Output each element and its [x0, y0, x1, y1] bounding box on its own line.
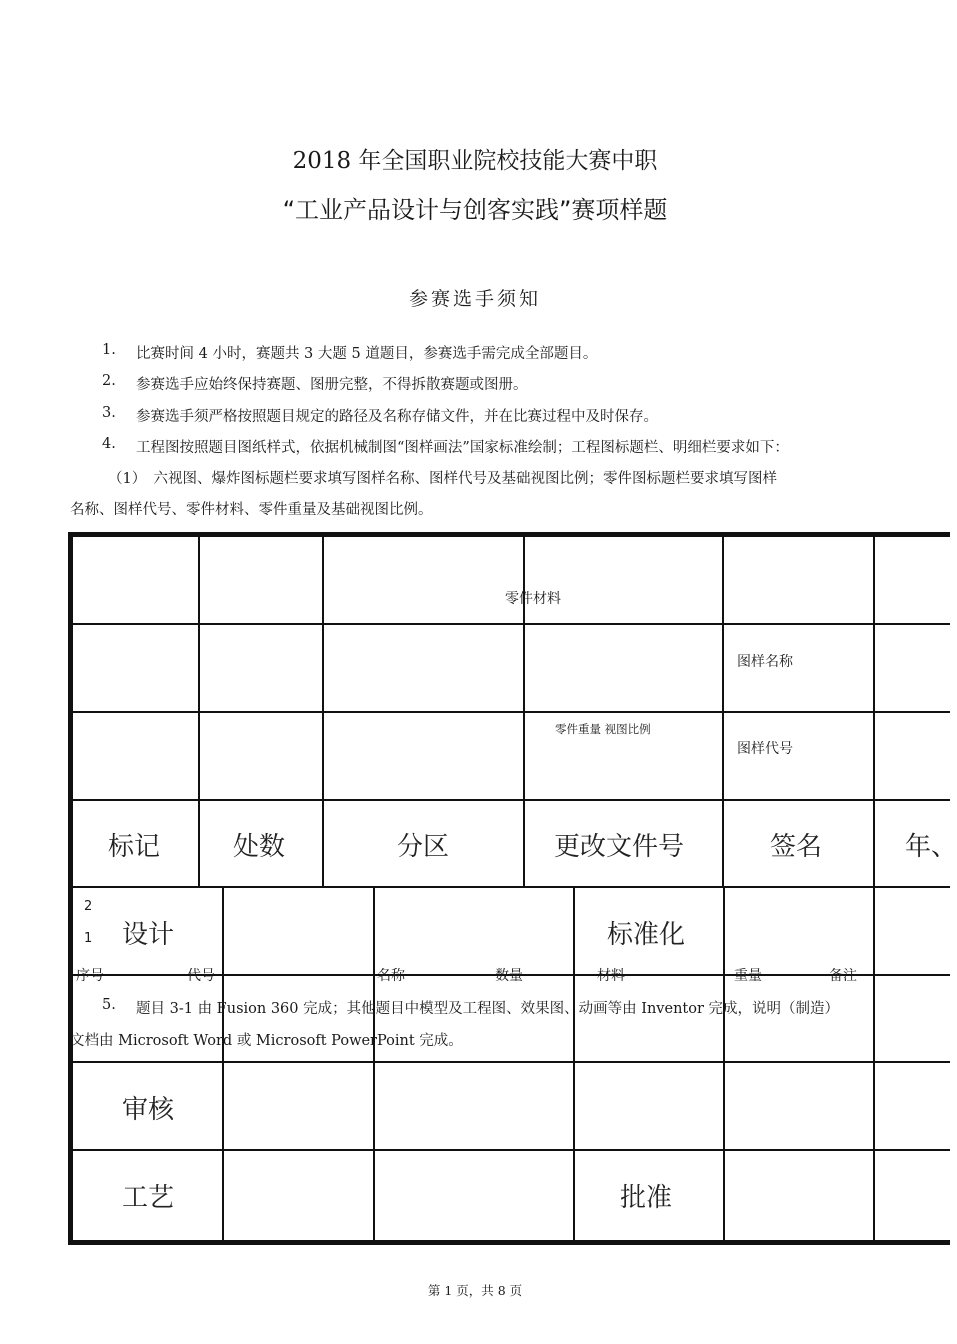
- notice-item-5-line2: 文档由 Microsoft Word 或 Microsoft PowerPoint 完成。: [70, 1033, 463, 1049]
- parts-header-qty: 数量: [495, 968, 523, 984]
- header-signature: 签名: [770, 832, 823, 862]
- sub-item-line2: 名称、图样代号、零件材料、零件重量及基础视图比例。: [70, 502, 433, 518]
- doc-title-line1: 2018 年全国职业院校技能大赛中职: [292, 148, 658, 174]
- row-line: [72, 1149, 950, 1151]
- row-line: [72, 886, 950, 888]
- part-material-label: 零件材料: [505, 591, 561, 607]
- section-title: 参赛选手须知: [408, 288, 541, 310]
- row-line: [72, 623, 950, 625]
- header-year: 年、: [905, 832, 957, 862]
- parts-header-remark: 备注: [829, 968, 857, 984]
- frame-left: [68, 532, 73, 1244]
- item-number: 4.: [102, 436, 116, 452]
- header-count: 处数: [233, 832, 286, 862]
- parts-header-name: 名称: [377, 968, 405, 984]
- col-line: [873, 536, 875, 1240]
- header-mark: 标记: [108, 832, 161, 862]
- header-change-doc: 更改文件号: [554, 832, 685, 862]
- page-footer: 第 1 页，共 8 页: [427, 1283, 523, 1298]
- col-line: [222, 886, 224, 1240]
- process-label: 工艺: [122, 1183, 175, 1213]
- col-line: [722, 536, 724, 887]
- part-weight-scale-label: 零件重量 视图比例: [555, 722, 651, 736]
- row-number-2: 2: [84, 899, 93, 914]
- row-line: [72, 711, 950, 713]
- col-line: [723, 886, 725, 1240]
- sub-item-line1: （1） 六视图、爆炸图标题栏要求填写图样名称、图样代号及基础视图比例；零件图标题栏要求填写图样: [108, 471, 777, 487]
- item-number: 5.: [102, 997, 116, 1013]
- drawing-code-label: 图样代号: [737, 741, 793, 757]
- parts-header-material: 材料: [597, 968, 625, 984]
- col-line: [198, 536, 200, 887]
- doc-title-line2: “工业产品设计与创客实践”赛项样题: [282, 196, 668, 224]
- drawing-name-label: 图样名称: [737, 654, 793, 670]
- header-zone: 分区: [397, 832, 450, 862]
- parts-header-seq: 序号: [76, 968, 104, 984]
- item-text: 参赛选手须严格按照题目规定的路径及名称存储文件，并在比赛过程中及时保存。: [136, 409, 658, 425]
- item-number: 1.: [102, 342, 116, 358]
- col-line: [322, 536, 324, 887]
- col-line: [373, 886, 375, 1240]
- frame-bottom: [68, 1240, 950, 1245]
- item-text: 题目 3-1 由 Fusion 360 完成；其他题目中模型及工程图、效果图、动画等由 Inventor 完成，说明（制造）: [136, 1001, 839, 1017]
- item-number: 3.: [102, 405, 116, 421]
- parts-header-code: 代号: [187, 968, 215, 984]
- frame-top: [68, 532, 950, 537]
- review-label: 审核: [122, 1095, 175, 1125]
- parts-header-weight: 重量: [734, 968, 762, 984]
- standardization-label: 标准化: [607, 920, 686, 950]
- item-text: 参赛选手应始终保持赛题、图册完整，不得拆散赛题或图册。: [136, 377, 528, 393]
- row-number-1: 1: [84, 931, 93, 946]
- row-line: [72, 799, 950, 801]
- item-text: 工程图按照题目图纸样式，依据机械制图“图样画法”国家标准绘制；工程图标题栏、明细栏要求如下：: [136, 440, 789, 456]
- col-line: [573, 886, 575, 1240]
- approve-label: 批准: [620, 1183, 673, 1213]
- design-label: 设计: [122, 920, 175, 950]
- item-text: 比赛时间 4 小时，赛题共 3 大题 5 道题目，参赛选手需完成全部题目。: [136, 346, 598, 362]
- item-number: 2.: [102, 373, 116, 389]
- row-line: [72, 1061, 950, 1063]
